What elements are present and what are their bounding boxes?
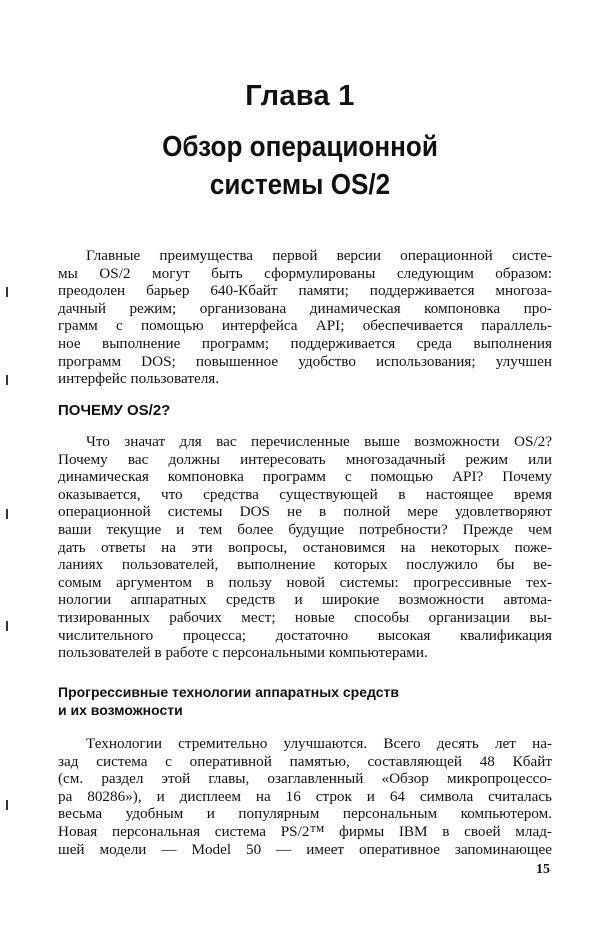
- text-line: мы OS/2 могут быть сформулированы следующим образом:: [58, 264, 552, 282]
- text-line: числительного процесса; достаточно высокая квалификация: [58, 626, 552, 644]
- scan-mark: [6, 287, 8, 297]
- subsection-heading-line: и их возможности: [58, 702, 183, 718]
- text-line: программ DOS; повышенное удобство использования; улучшен: [58, 352, 552, 370]
- text-line: весьма удобным и популярным персональным компьютером.: [58, 805, 552, 823]
- scan-mark: [6, 509, 8, 519]
- chapter-title: [30, 128, 570, 204]
- text-line: Технологии стремительно улучшаются. Всего десять лет на-: [86, 735, 552, 752]
- text-line: интерфейс пользователя.: [58, 370, 220, 388]
- chapter-title-line: системы OS/2: [209, 169, 391, 201]
- scan-mark: [6, 621, 8, 631]
- scan-mark: [6, 800, 8, 810]
- text-line: оказывается, что средства существующей в настоящее время: [58, 485, 552, 503]
- subsection-heading: [58, 683, 399, 719]
- subsection-heading-line: Прогрессивные технологии аппаратных средств: [58, 684, 399, 700]
- text-line: Почему вас должны интересовать многозадачный режим или: [58, 450, 552, 468]
- text-line: Что значат для вас перечисленные выше возможности OS/2?: [86, 433, 552, 450]
- scan-mark: [6, 375, 8, 385]
- text-line: ланиях пользователей, выполнение которых послужило бы ве-: [58, 556, 552, 574]
- text-line: ра 80286»), и дисплеем на 16 строк и 64 символа считалась: [58, 787, 552, 805]
- text-line: пользователей в работе с персональными компьютерами.: [58, 644, 428, 662]
- text-line: дать ответы на эти вопросы, остановимся на некоторых поже-: [58, 538, 552, 556]
- text-line: динамическая компоновка программ с помощью API? Почему: [58, 468, 552, 486]
- chapter-title-line: Обзор операционной: [162, 131, 438, 163]
- why-paragraph: [58, 433, 552, 662]
- text-line: ваши текущие и тем более будущие потребности? Прежде чем: [58, 520, 552, 538]
- text-line: зад система с оперативной памятью, составляющей 48 Кбайт: [58, 752, 552, 770]
- text-line: Главные преимущества первой версии операционной систе-: [86, 247, 552, 264]
- chapter-number: Глава 1: [245, 80, 355, 112]
- text-line: шей модели — Model 50 — имеет оперативное запоминающее: [58, 840, 552, 858]
- section-heading: ПОЧЕМУ OS/2?: [58, 402, 171, 419]
- intro-paragraph: [58, 247, 552, 388]
- text-line: ное выполнение программ; поддерживается среда выполнения: [58, 334, 552, 352]
- text-line: дачный режим; организована динамическая компоновка про-: [58, 299, 552, 317]
- text-line: нологии аппаратных средств и широкие возможности автома-: [58, 591, 552, 609]
- text-line: грамм с помощью интерфейса API; обеспечивается параллель-: [58, 317, 552, 335]
- page-number: 15: [536, 862, 550, 877]
- text-line: Новая персональная система PS/2™ фирмы IBM в своей млад-: [58, 822, 552, 840]
- text-line: сомым аргументом в пользу новой системы: прогрессивные тех-: [58, 573, 552, 591]
- text-line: (см. раздел этой главы, озаглавленный «Обзор микропроцессо-: [58, 770, 552, 788]
- tech-paragraph: [58, 735, 552, 858]
- text-line: тизированных рабочих мест; новые способы организации вы-: [58, 608, 552, 626]
- text-line: операционной системы DOS не в полной мере удовлетворяют: [58, 503, 552, 521]
- text-line: преодолен барьер 640-Кбайт памяти; поддерживается многоза-: [58, 282, 552, 300]
